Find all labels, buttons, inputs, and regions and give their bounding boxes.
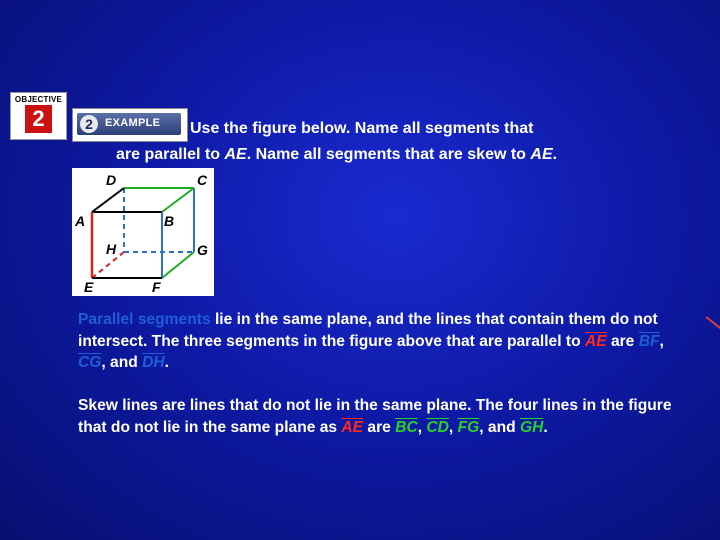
- example-label: EXAMPLE: [105, 117, 161, 129]
- segment-ae: $\overline{AE}$: [341, 418, 364, 436]
- segment-ae: AE: [224, 146, 247, 163]
- paragraph-text: ,: [417, 418, 427, 436]
- vertex-label-f: F: [152, 279, 161, 295]
- vertex-label-b: B: [164, 213, 175, 229]
- example-badge: [72, 108, 188, 142]
- term-parallel-segments: Parallel segments: [78, 311, 211, 328]
- vertex-label-c: C: [197, 172, 208, 188]
- objective-number: 2: [32, 106, 45, 131]
- cube-diagram: [72, 168, 214, 296]
- vertex-label-e: E: [84, 279, 94, 295]
- question-text: are parallel to: [116, 146, 225, 163]
- question-line-2: [116, 142, 557, 168]
- paragraph-text: , and: [479, 418, 520, 436]
- cube-figure: [72, 168, 214, 296]
- paragraph-text: .: [543, 418, 548, 436]
- segment-cg: $\overline{CG}$: [78, 354, 102, 371]
- edge-fg: [162, 252, 194, 278]
- paragraph-text: Skew lines are lines that do not lie in the same plane. The four lines in the figure that do not lie in the same plane as: [78, 397, 672, 436]
- example-number: 2: [80, 115, 98, 133]
- edge-ad: [92, 188, 124, 212]
- objective-badge: [10, 92, 67, 140]
- question-text: . Name all segments that are skew to: [246, 146, 531, 163]
- edge-bc: [162, 188, 194, 212]
- vertex-label-d: D: [106, 172, 117, 188]
- segment-ae: $\overline{AE}$: [584, 332, 607, 350]
- question-line-1: Use the figure below. Name all segments that: [190, 120, 534, 137]
- paragraph-text: , and: [101, 354, 143, 371]
- vertex-label-h: H: [106, 241, 117, 257]
- vertex-label-g: G: [197, 242, 208, 258]
- example-badge-inner: [77, 113, 181, 135]
- segment-fg: $\overline{FG}$: [457, 418, 480, 436]
- parallel-explanation: [78, 309, 678, 374]
- paragraph-text: ,: [448, 418, 458, 436]
- segment-ae: AE: [530, 146, 553, 163]
- paragraph-text: are: [606, 332, 639, 350]
- skew-explanation: [78, 395, 678, 438]
- objective-label: OBJECTIVE: [14, 95, 63, 104]
- segment-bc: $\overline{BC}$: [395, 418, 418, 436]
- segment-cd: $\overline{CD}$: [426, 418, 449, 436]
- segment-bf: $\overline{BF}$: [638, 332, 660, 350]
- paragraph-text: .: [164, 354, 169, 371]
- segment-dh: $\overline{DH}$: [142, 354, 165, 371]
- paragraph-text: ,: [659, 332, 664, 350]
- question-text: .: [552, 146, 558, 163]
- decorative-stroke: [705, 316, 720, 336]
- paragraph-text: lie in the same plane, and the lines that contain them do not intersect. The three segments in the figure above that are parallel to: [78, 311, 658, 350]
- paragraph-text: are: [363, 418, 396, 436]
- segment-gh: $\overline{GH}$: [519, 418, 544, 436]
- vertex-label-a: A: [75, 213, 86, 229]
